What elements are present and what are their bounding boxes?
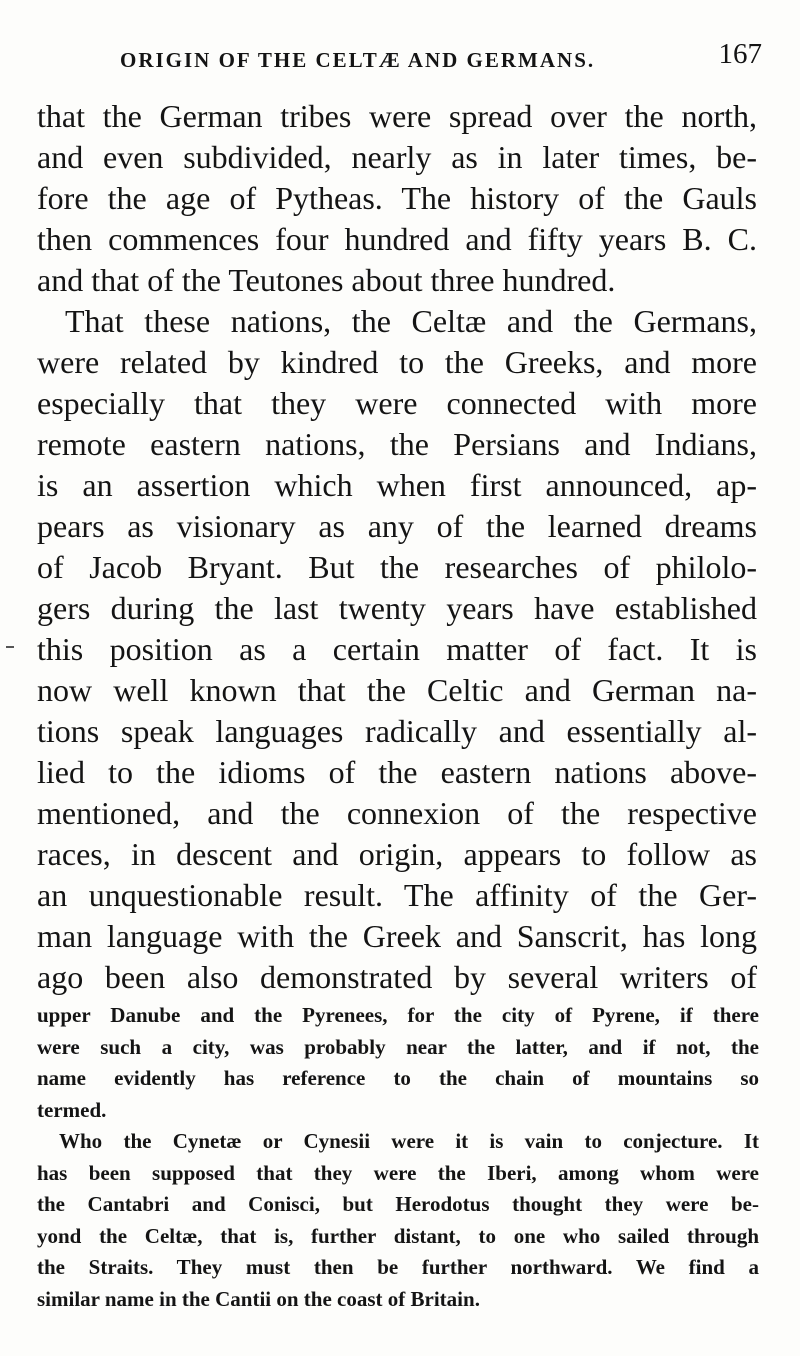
running-head-title: ORIGIN OF THE CELTÆ AND GERMANS. xyxy=(120,48,596,72)
footnote-line: termed. xyxy=(37,1097,107,1122)
text-line: is an assertion which when first announced, ap- xyxy=(37,467,757,503)
text-line: pears as visionary as any of the learned dreams xyxy=(37,508,757,544)
footnote-line: upper Danube and the Pyrenees, for the city of Pyrene, if there xyxy=(37,1003,759,1027)
footnote-line: were such a city, was probably near the latter, and if not, the xyxy=(37,1034,759,1059)
text-line: gers during the last twenty years have established xyxy=(37,590,757,626)
text-line: tions speak languages radically and essentially al- xyxy=(37,713,757,749)
footnote-line: similar name in the Cantii on the coast of Britain. xyxy=(37,1286,480,1311)
text-line: mentioned, and the connexion of the respective xyxy=(37,795,757,831)
footnote-line: the Straits. They must then be further northward. We find a xyxy=(37,1255,759,1279)
text-line: this position as a certain matter of fact. It is xyxy=(37,631,757,667)
footnotes xyxy=(37,1000,759,1315)
footnote-line: the Cantabri and Conisci, but Herodotus thought they were be- xyxy=(37,1192,759,1216)
text-line: man language with the Greek and Sanscrit, has long xyxy=(37,918,757,954)
main-text xyxy=(37,96,757,998)
running-head xyxy=(40,34,762,74)
text-line: of Jacob Bryant. But the researches of philolo- xyxy=(37,549,757,585)
page-number: 167 xyxy=(718,38,762,70)
text-line: remote eastern nations, the Persians and Indians, xyxy=(37,426,757,462)
footnote-line: has been supposed that they were the Iberi, among whom were xyxy=(37,1160,759,1185)
text-line: and even subdivided, nearly as in later times, be- xyxy=(37,139,757,175)
text-line: and that of the Teutones about three hundred. xyxy=(37,262,616,298)
text-line: were related by kindred to the Greeks, and more xyxy=(37,344,757,380)
text-line: especially that they were connected with more xyxy=(37,385,757,421)
footnote-line: name evidently has reference to the chain of mountains so xyxy=(37,1066,759,1090)
text-line: an unquestionable result. The affinity of the Ger- xyxy=(37,877,757,913)
text-line: lied to the idioms of the eastern nations above- xyxy=(37,754,757,790)
margin-mark xyxy=(6,646,14,648)
text-line: ago been also demonstrated by several writers of xyxy=(37,959,757,995)
text-line: now well known that the Celtic and German na- xyxy=(37,672,757,708)
text-line: races, in descent and origin, appears to follow as xyxy=(37,836,757,872)
text-line: fore the age of Pytheas. The history of the Gauls xyxy=(37,180,757,216)
text-line: that the German tribes were spread over the north, xyxy=(37,98,757,134)
text-line: then commences four hundred and fifty years B. C. xyxy=(37,221,757,257)
footnote-line: Who the Cynetæ or Cynesii were it is vain to conjecture. It xyxy=(59,1129,759,1153)
text-line: That these nations, the Celtæ and the Germans, xyxy=(65,303,757,339)
footnote-line: yond the Celtæ, that is, further distant, to one who sailed through xyxy=(37,1223,759,1248)
